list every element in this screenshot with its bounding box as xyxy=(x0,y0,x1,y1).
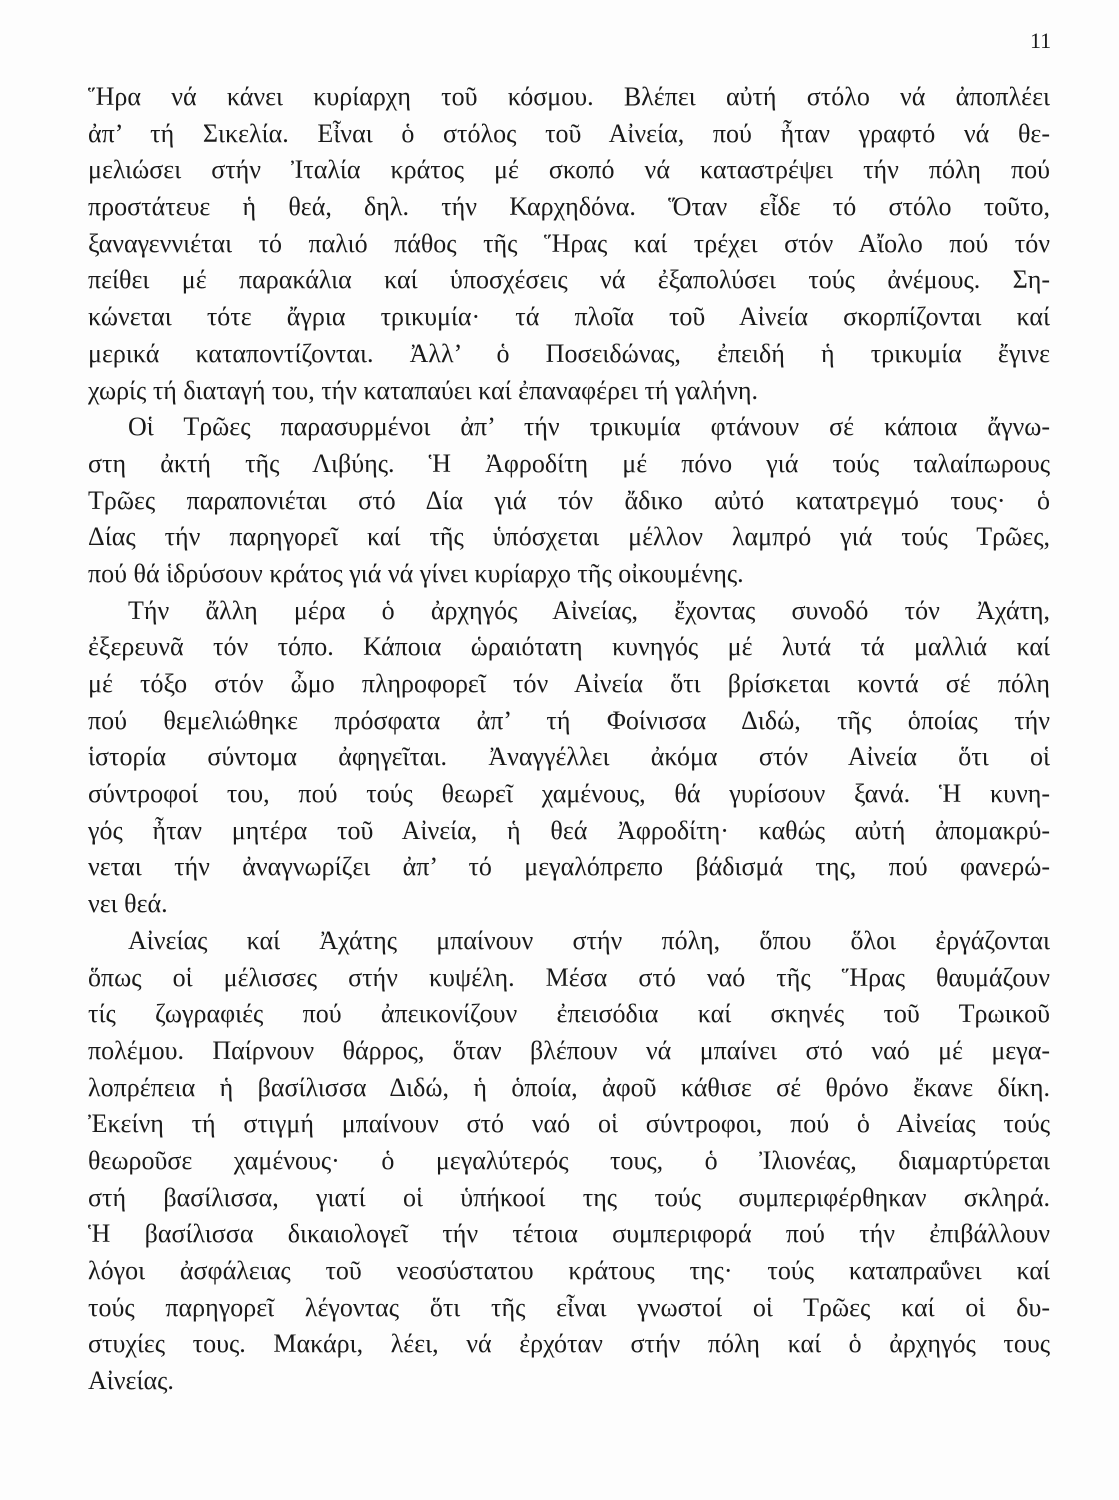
paragraph xyxy=(88,79,1050,409)
text-line: Ἡ βασίλισσα δικαιολογεῖ τήν τέτοια συμπεριφορά πού τήν ἐπιβάλλουν xyxy=(88,1219,1050,1249)
text-line: ἀπ’ τή Σικελία. Εἶναι ὁ στόλος τοῦ Αἰνεία, πού ἦταν γραφτό νά θε- xyxy=(88,118,1050,148)
text-line: Δίας τήν παρηγορεῖ καί τῆς ὑπόσχεται μέλλον λαμπρό γιά τούς Τρῶες, xyxy=(88,522,1050,552)
text-line: χωρίς τή διαταγή του, τήν καταπαύει καί ἐπαναφέρει τή γαλήνη. xyxy=(88,375,758,405)
text-line: Αἰνείας καί Ἀχάτης μπαίνουν στήν πόλη, ὅπου ὅλοι ἐργάζονται xyxy=(128,925,1050,955)
text-line: τίς ζωγραφιές πού ἀπεικονίζουν ἐπεισόδια καί σκηνές τοῦ Τρωικοῦ xyxy=(88,999,1050,1029)
text-line: πείθει μέ παρακάλια καί ὑποσχέσεις νά ἐξαπολύσει τούς ἀνέμους. Ση- xyxy=(88,265,1050,295)
page-number: 11 xyxy=(1030,28,1052,53)
text-line: πολέμου. Παίρνουν θάρρος, ὅταν βλέπουν νά μπαίνει στό ναό μέ μεγα- xyxy=(88,1035,1050,1065)
paragraph xyxy=(88,593,1050,923)
text-line: Ἐκείνη τή στιγμή μπαίνουν στό ναό οἱ σύντροφοι, πού ὁ Αἰνείας τούς xyxy=(88,1109,1050,1139)
text-line: στυχίες τους. Μακάρι, λέει, νά ἐρχόταν στήν πόλη καί ὁ ἀρχηγός τους xyxy=(88,1329,1050,1359)
text-line: θεωροῦσε χαμένους· ὁ μεγαλύτερός τους, ὁ Ἰλιονέας, διαμαρτύρεται xyxy=(88,1145,1050,1175)
text-line: ὅπως οἱ μέλισσες στήν κυψέλη. Μέσα στό ναό τῆς Ἥρας θαυμάζουν xyxy=(88,962,1050,992)
text-line: Ἥρα νά κάνει κυρίαρχη τοῦ κόσμου. Βλέπει αὐτή στόλο νά ἀποπλέει xyxy=(88,82,1050,111)
text-line: νει θεά. xyxy=(88,889,168,919)
paragraph xyxy=(88,409,1050,592)
text-line: στη ἀκτή τῆς Λιβύης. Ἡ Ἀφροδίτη μέ πόνο γιά τούς ταλαίπωρους xyxy=(88,448,1050,478)
text-line: γός ἦταν μητέρα τοῦ Αἰνεία, ἡ θεά Ἀφροδίτη· καθώς αὐτή ἀπομακρύ- xyxy=(88,815,1050,845)
body-text xyxy=(88,79,1050,1400)
text-line: πού θά ἱδρύσουν κράτος γιά νά γίνει κυρίαρχο τῆς οἰκουμένης. xyxy=(88,558,744,588)
text-line: μελιώσει στήν Ἰταλία κράτος μέ σκοπό νά καταστρέψει τήν πόλη πού xyxy=(88,155,1050,185)
text-line: Οἱ Τρῶες παρασυρμένοι ἀπ’ τήν τρικυμία φτάνουν σέ κάποια ἄγνω- xyxy=(128,412,1050,442)
text-line: Τήν ἄλλη μέρα ὁ ἀρχηγός Αἰνείας, ἔχοντας συνοδό τόν Ἀχάτη, xyxy=(128,595,1050,625)
paragraph xyxy=(88,923,1050,1400)
text-line: ξαναγεννιέται τό παλιό πάθος τῆς Ἥρας καί τρέχει στόν Αἴολο πού τόν xyxy=(88,228,1050,258)
text-line: νεται τήν ἀναγνωρίζει ἀπ’ τό μεγαλόπρεπο βάδισμά της, πού φανερώ- xyxy=(88,852,1050,882)
text-line: στή βασίλισσα, γιατί οἱ ὑπήκοοί της τούς συμπεριφέρθηκαν σκληρά. xyxy=(88,1182,1050,1212)
text-line: πού θεμελιώθηκε πρόσφατα ἀπ’ τή Φοίνισσα Διδώ, τῆς ὁποίας τήν xyxy=(88,705,1050,735)
text-line: κώνεται τότε ἄγρια τρικυμία· τά πλοῖα τοῦ Αἰνεία σκορπίζονται καί xyxy=(88,302,1050,332)
text-line: προστάτευε ἡ θεά, δηλ. τήν Καρχηδόνα. Ὅταν εἶδε τό στόλο τοῦτο, xyxy=(88,192,1050,222)
text-line: Τρῶες παραπονιέται στό Δία γιά τόν ἄδικο αὐτό κατατρεγμό τους· ὁ xyxy=(88,485,1050,515)
text-line: τούς παρηγορεῖ λέγοντας ὅτι τῆς εἶναι γνωστοί οἱ Τρῶες καί οἱ δυ- xyxy=(88,1292,1050,1322)
text-line: λοπρέπεια ἡ βασίλισσα Διδώ, ἡ ὁποία, ἀφοῦ κάθισε σέ θρόνο ἔκανε δίκη. xyxy=(88,1072,1050,1102)
text-line: Αἰνείας. xyxy=(88,1366,174,1396)
text-line: λόγοι ἀσφάλειας τοῦ νεοσύστατου κράτους της· τούς καταπραΰνει καί xyxy=(88,1256,1050,1285)
text-line: μέ τόξο στόν ὦμο πληροφορεῖ τόν Αἰνεία ὅτι βρίσκεται κοντά σέ πόλη xyxy=(88,669,1050,698)
text-line: ἐξερευνᾶ τόν τόπο. Κάποια ὡραιότατη κυνηγός μέ λυτά τά μαλλιά καί xyxy=(88,632,1050,662)
text-line: σύντροφοί του, πού τούς θεωρεῖ χαμένους, θά γυρίσουν ξανά. Ἡ κυνη- xyxy=(88,779,1050,809)
text-line: ἱστορία σύντομα ἀφηγεῖται. Ἀναγγέλλει ἀκόμα στόν Αἰνεία ὅτι οἱ xyxy=(88,742,1050,772)
text-line: μερικά καταποντίζονται. Ἀλλ’ ὁ Ποσειδώνας, ἐπειδή ἡ τρικυμία ἔγινε xyxy=(88,338,1050,368)
